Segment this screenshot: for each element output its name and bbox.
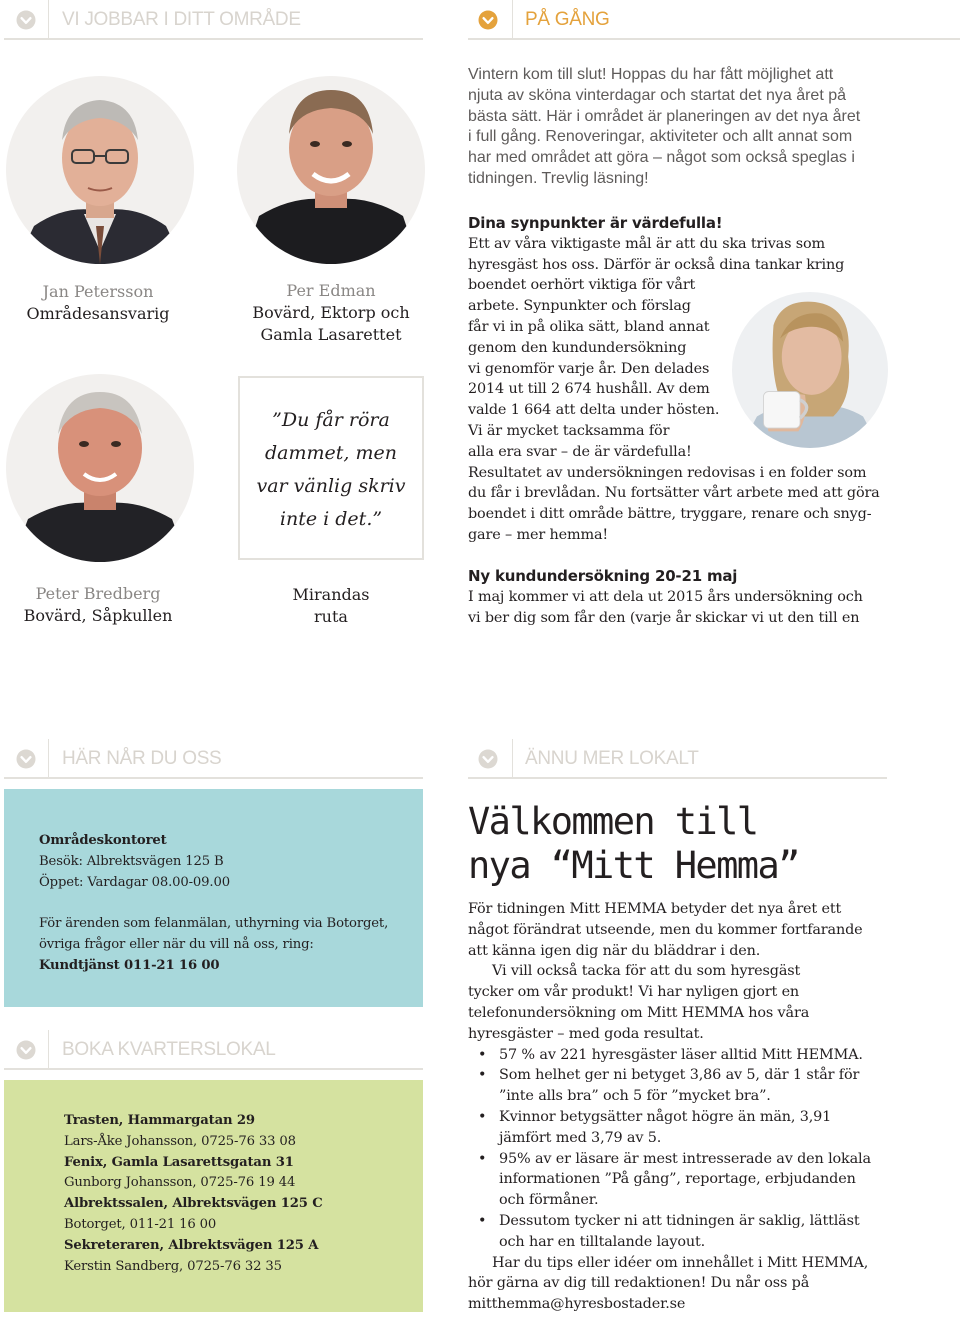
- lokal-contact: Gunborg Johansson, 0725-76 19 44: [64, 1175, 296, 1191]
- customer-service-phone: Kundtjänst 011-21 16 00: [39, 957, 220, 973]
- list-item: [468, 1107, 948, 1149]
- text-line: i full gång. Renoveringar, aktiviteter och allt annat som: [468, 128, 853, 146]
- section-header-boka: [4, 1030, 423, 1070]
- person-role: Områdesansvarig: [26, 304, 170, 323]
- list-item: [468, 1065, 948, 1107]
- text-line: hyresgäst hos oss. Därför är också dina tankar kring: [468, 256, 845, 273]
- text-line: att känna igen dig när du bläddrar i den.: [468, 942, 761, 959]
- text-line: Vi vill också tacka för att du som hyresgäst: [492, 963, 801, 980]
- pagang-intro: [468, 65, 948, 190]
- text-line: tycker om vår produkt! Vi har nyligen gjort en: [468, 984, 800, 1001]
- quote-line: dammet, men: [265, 442, 397, 464]
- article-body: [468, 899, 948, 1315]
- text-line: ”inte alls bra” och 5 för ”mycket bra”.: [499, 1088, 771, 1105]
- text-line: njuta av sköna vinterdagar och startat det nya året på: [468, 86, 847, 104]
- portrait-image: [6, 374, 194, 562]
- heart-chevron-icon: [16, 749, 36, 769]
- text-line: jämfört med 3,79 av 5.: [499, 1129, 662, 1146]
- errands-text: För ärenden som felanmälan, uthyrning via Botorget,: [39, 916, 389, 931]
- text-line: och har en tilltalande layout.: [499, 1233, 706, 1250]
- quote-line: var vänlig skriv: [256, 475, 406, 497]
- portrait-jan-petersson: [6, 76, 194, 264]
- synpunkter-heading: Dina synpunkter är värdefulla!: [468, 214, 723, 232]
- lokal-contact: Kerstin Sandberg, 0725-76 32 35: [64, 1258, 282, 1274]
- office-visit: Besök: Albrektsvägen 125 B: [39, 853, 224, 869]
- text-line: arbete. Synpunkter och förslag: [468, 298, 691, 315]
- text-line: Resultatet av undersökningen redovisas i en folder som: [468, 464, 867, 481]
- text-line: och förmåner.: [499, 1192, 599, 1209]
- section-title: HÄR NÅR DU OSS: [62, 748, 222, 769]
- text-line: alla era svar – de är värdefulla!: [468, 443, 692, 460]
- ny-undersokning-block: [468, 566, 948, 628]
- heart-chevron-icon: [478, 10, 498, 30]
- quote-text: [240, 404, 422, 536]
- text-line: • Dessutom tycker ni att tidningen är saklig, lättläst: [499, 1212, 860, 1229]
- text-line: du får i brevlådan. Nu fortsätter vårt arbete med att göra: [468, 485, 880, 502]
- office-hours: Öppet: Vardagar 08.00-09.00: [39, 874, 230, 890]
- contact-errands: [39, 914, 388, 976]
- text-line: boendet oerhört viktiga för vårt: [468, 277, 696, 294]
- heart-chevron-icon: [478, 749, 498, 769]
- header-divider: [512, 739, 513, 779]
- text-line: vi ber dig som får den (varje år skickar vi ut den till en: [468, 609, 860, 626]
- portrait-per-edman: [237, 76, 425, 264]
- text-line: • 95% av er läsare är mest intresserade av den lokala: [499, 1150, 871, 1167]
- article-title-line: Välkommen till: [468, 800, 758, 843]
- header-divider: [48, 0, 49, 40]
- lokal-place: Fenix, Gamla Lasarettsgatan 31: [64, 1154, 294, 1170]
- text-line: hör gärna av dig till redaktionen! Du når oss på: [468, 1275, 810, 1292]
- text-line: har med området att göra – något som också speglas i: [468, 149, 855, 167]
- text-line: Vintern kom till slut! Hoppas du har fått möjlighet att: [468, 66, 834, 83]
- text-line: • Som helhet ger ni betyget 3,86 av 5, där 1 står för: [499, 1067, 860, 1084]
- text-line: 2014 ut till 2 674 hushåll. Av dem: [468, 381, 710, 398]
- section-title: ÄNNU MER LOKALT: [525, 748, 699, 769]
- header-divider: [48, 739, 49, 779]
- person-name: Jan Petersson: [42, 282, 154, 301]
- text-line: boendet i ditt område bättre, tryggare, renare och snyg-: [468, 506, 872, 523]
- portrait-image: [6, 76, 194, 264]
- quote-line: inte i det.”: [279, 508, 383, 530]
- errands-text: övriga frågor eller när du vill nå oss, ring:: [39, 936, 314, 952]
- quote-line: ”Du får röra: [272, 409, 390, 431]
- text-line: informationen ”På gång”, reportage, erbjudanden: [499, 1171, 856, 1188]
- article-title-line: nya “Mitt Hemma”: [468, 844, 799, 887]
- lokal-place: Albrektssalen, Albrektsvägen 125 C: [64, 1196, 323, 1212]
- heart-chevron-icon: [16, 1040, 36, 1060]
- office-title: Områdeskontoret: [39, 833, 167, 848]
- quote-box: [238, 376, 424, 560]
- ny-undersokning-body: [468, 587, 948, 629]
- section-header-omrade: [4, 0, 423, 40]
- person-role: Gamla Lasarettet: [260, 325, 402, 344]
- person-name: Per Edman: [286, 281, 376, 300]
- portrait-image: [237, 76, 425, 264]
- contact-office: [39, 831, 230, 893]
- header-divider: [48, 1030, 49, 1070]
- text-line: genom den kundundersökning: [468, 339, 687, 356]
- synpunkter-block: [468, 213, 948, 546]
- heart-chevron-icon: [16, 10, 36, 30]
- person-role: Bovärd, Såpkullen: [23, 606, 173, 625]
- article-title: [468, 800, 799, 888]
- text-line: vi genomför varje år. Den delades: [468, 360, 710, 377]
- lokaler-panel: [4, 1080, 423, 1312]
- text-line: Har du tips eller idéer om innehållet i Mitt HEMMA,: [492, 1254, 869, 1271]
- section-title: PÅ GÅNG: [525, 9, 610, 30]
- text-line: något förändrat utseende, men du kommer fortfarande: [468, 921, 863, 938]
- header-divider: [512, 0, 513, 40]
- text-line: gare – mer hemma!: [468, 526, 609, 543]
- text-line: • 57 % av 221 hyresgäster läser alltid Mitt HEMMA.: [499, 1046, 863, 1063]
- portrait-peter-bredberg: [6, 374, 194, 562]
- lokal-contact: Lars-Åke Johansson, 0725-76 33 08: [64, 1133, 296, 1149]
- list-item: [468, 1149, 948, 1211]
- synpunkter-body: [468, 234, 948, 546]
- list-item: [468, 1211, 948, 1253]
- section-title: BOKA KVARTERSLOKAL: [62, 1039, 276, 1060]
- text-line: tidningen. Trevlig läsning!: [468, 169, 649, 187]
- text-line: Ett av våra viktigaste mål är att du ska trivas som: [468, 235, 826, 252]
- person-name: Peter Bredberg: [35, 584, 161, 603]
- section-header-pagang: [468, 0, 960, 40]
- text-line: I maj kommer vi att dela ut 2015 års undersökning och: [468, 588, 863, 605]
- text-line: telefonundersökning om Mitt HEMMA hos våra: [468, 1004, 810, 1021]
- quote-caption: ruta: [314, 607, 348, 626]
- section-header-lokalt: [468, 739, 887, 779]
- quote-caption: Mirandas: [292, 585, 370, 604]
- section-title: VI JOBBAR I DITT OMRÅDE: [62, 9, 301, 30]
- lokal-place: Trasten, Hammargatan 29: [64, 1113, 255, 1128]
- person-role: Bovärd, Ektorp och: [252, 303, 410, 322]
- lokal-place: Sekreteraren, Albrektsvägen 125 A: [64, 1237, 319, 1253]
- text-line: får vi in på olika sätt, bland annat: [468, 318, 710, 335]
- lokaler-list: [64, 1111, 323, 1277]
- contact-email: mitthemma@hyresbostader.se: [468, 1296, 686, 1313]
- article-bullet-list: [468, 1045, 948, 1253]
- ny-undersokning-heading: Ny kundundersökning 20-21 maj: [468, 567, 738, 585]
- lokal-contact: Botorget, 011-21 16 00: [64, 1216, 217, 1232]
- section-header-nar-oss: [4, 739, 423, 779]
- text-line: bästa sätt. Här i området är planeringen av det nya året: [468, 107, 861, 125]
- text-line: För tidningen Mitt HEMMA betyder det nya året ett: [468, 901, 842, 917]
- text-line: hyresgäster – med goda resultat.: [468, 1025, 704, 1042]
- text-line: Vi är mycket tacksamma för: [468, 422, 670, 439]
- contact-panel: [4, 789, 423, 1007]
- list-item: [468, 1045, 948, 1066]
- text-line: • Kvinnor betygsätter något högre än män, 3,91: [499, 1108, 832, 1125]
- text-line: valde 1 664 att delta under hösten.: [468, 402, 720, 419]
